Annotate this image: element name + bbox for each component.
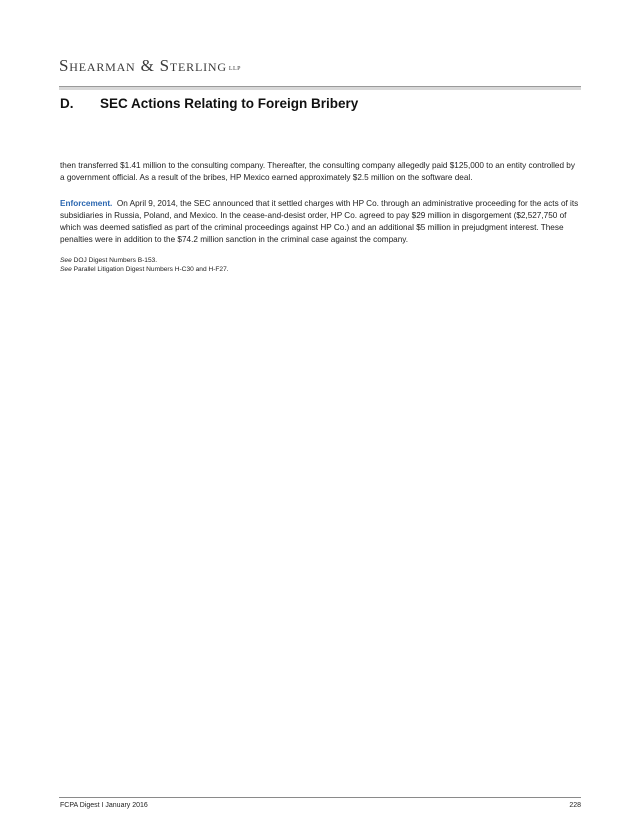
section-title: SEC Actions Relating to Foreign Bribery [100, 96, 359, 111]
see-prefix: See [60, 266, 72, 273]
section-heading [60, 96, 358, 111]
see-also-item [60, 265, 229, 274]
see-also-list [60, 256, 229, 274]
footer-divider [59, 797, 581, 798]
see-prefix: See [60, 257, 72, 264]
header-divider [59, 86, 581, 90]
footer-label: FCPA Digest I January 2016 [60, 802, 148, 809]
see-text: DOJ Digest Numbers B-153. [73, 257, 158, 264]
enforcement-label: Enforcement. [60, 199, 113, 208]
firm-suffix: llp [228, 63, 241, 72]
enforcement-text: On April 9, 2014, the SEC announced that it settled charges with HP Co. through an administrative proceeding for the acts of its subsidiaries in Russia, Poland, and Mexico. In the cease-and-desist order, HP Co. agreed to pay $29 million in disgorgement ($2,527,750 of which was deemed satisfied as part of the criminal proceedings against HP Co.) and an additional $5 million in prejudgment interest. These penalties were in addition to the $74.2 million sanction in the criminal case against the company. [60, 199, 579, 244]
firm-logo [59, 56, 241, 76]
firm-name: Shearman & Sterling [59, 56, 227, 75]
see-also-item [60, 256, 229, 265]
paragraph-1: then transferred $1.41 million to the consulting company. Thereafter, the consulting company allegedly paid $125,000 to an entity controlled by a government official. As a result of the bribes, HP Mexico earned approximately $2.5 million on the software deal. [60, 161, 575, 182]
see-text: Parallel Litigation Digest Numbers H-C30 and H-F27. [73, 266, 229, 273]
page-number: 228 [569, 802, 581, 809]
paragraph-enforcement [60, 198, 580, 246]
section-letter: D. [60, 96, 74, 111]
